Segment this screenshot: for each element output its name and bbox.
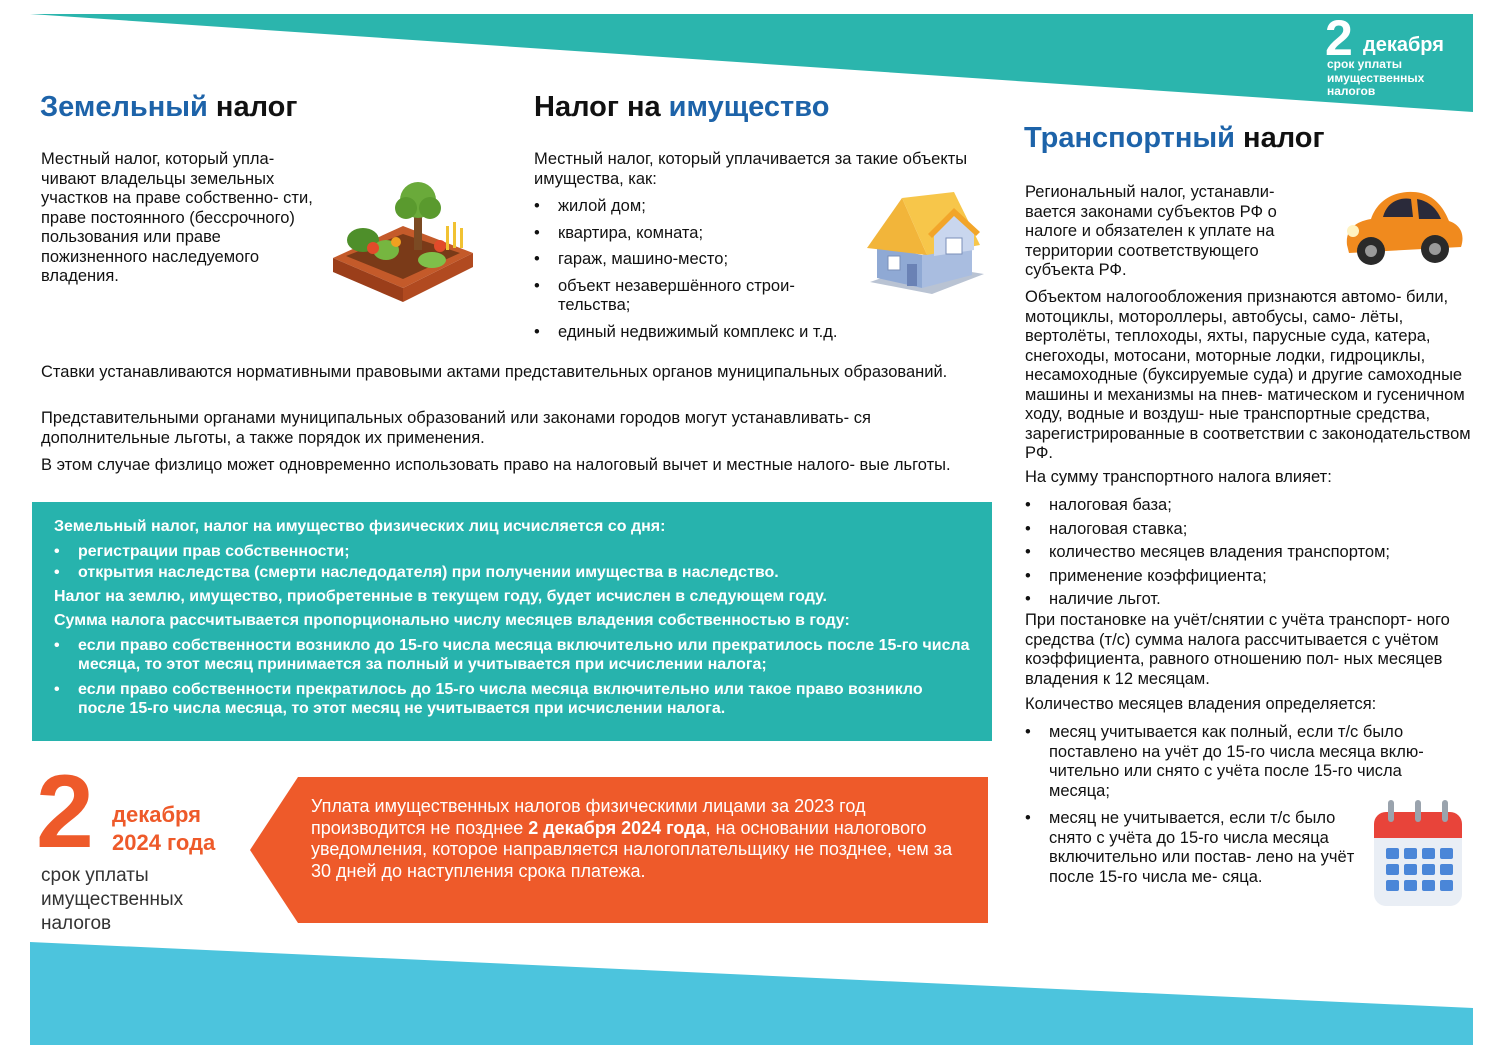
- list-item: • месяц учитывается как полный, если т/с было поставлено на учёт до 15-го числа месяца вклю- чительно или снято с учёта после 15-го числа месяца;: [1025, 723, 1455, 801]
- deadline-text: Уплата имущественных налогов физическими лицами за 2023 год производится не позднее 2 декабря 2024 года, на основании налогового уведомления, которое направляется налогоплательщику не позднее, чем за 30 дней до наступления срока платежа.: [311, 796, 953, 881]
- box-list-months: [54, 636, 974, 718]
- deadline-number: 2: [36, 754, 94, 870]
- transport-intro: Региональный налог, устанавли- вается законами субъектов РФ о налоге и обязателен к уплате на территории соответствующего субъекта РФ.: [1025, 183, 1277, 279]
- box-list-start: [54, 542, 974, 582]
- box-paragraph: Налог на землю, имущество, приобретенные в текущем году, будет исчислен в следующем году.: [54, 588, 827, 605]
- land-tax-text: Местный налог, который упла- чивают владельцы земельных участков на праве собственно- сти, праве постоянного (бессрочного) пользования или праве пожизненного наследуемого владения.: [41, 150, 313, 285]
- box-heading: Земельный налог, налог на имущество физических лиц исчисляется со дня:: [54, 518, 666, 535]
- deduction-paragraph: В этом случае физлицо может одновременно использовать право на налоговый вычет и местные налого- вые льготы.: [41, 456, 951, 474]
- list-item: • налоговая ставка;: [1025, 520, 1480, 540]
- box-paragraph: Сумма налога рассчитывается пропорционально числу месяцев владения собственностью в году:: [54, 612, 850, 629]
- calendar-icon: [1368, 796, 1468, 912]
- badge-number: 2: [1325, 10, 1353, 66]
- deadline-month: декабря: [112, 802, 202, 827]
- list-item: • если право собственности возникло до 15-го числа месяца включительно или прекратилось после 15-го числа месяца, то этот месяц принимается за полный и учитывается при исчислении налога;: [54, 636, 974, 674]
- deadline-year: 2024 года: [112, 830, 216, 855]
- transport-coefficient-paragraph: При постановке на учёт/снятии с учёта транспорт- ного средства (т/с) сумма налога рассчитывается с учётом коэффициента, равного отношению пол- ных месяцев владения к 12 месяцам.: [1025, 611, 1450, 688]
- transport-months-heading: Количество месяцев владения определяется:: [1025, 695, 1377, 713]
- calculation-info-box: [32, 502, 992, 741]
- list-item: • единый недвижимый комплекс и т.д.: [534, 323, 874, 343]
- deadline-badge: [1325, 10, 1475, 101]
- list-item: • регистрации прав собственности;: [54, 542, 974, 561]
- property-tax-title: Налог на имущество: [534, 91, 830, 123]
- list-item: • месяц не учитывается, если т/с было снято с учёта до 15-го числа месяца включительно или постав- лено на учёт после 15-го числа ме- сяца.: [1025, 809, 1359, 887]
- list-item: • жилой дом;: [534, 197, 874, 217]
- list-item: • применение коэффициента;: [1025, 567, 1480, 587]
- list-item: • если право собственности прекратилось до 15-го числа месяца включительно или такое право возникло после 15-го числа месяца, то этот месяц не учитывается при исчислении налога.: [54, 680, 974, 718]
- list-item: • наличие льгот.: [1025, 590, 1480, 610]
- transport-factors-list: [1025, 496, 1480, 610]
- list-item: • гараж, машино-место;: [534, 250, 874, 270]
- property-object-list: [534, 197, 874, 342]
- list-item: • открытия наследства (смерти наследодателя) при получении имущества в наследство.: [54, 563, 974, 582]
- property-tax-intro: Местный налог, который уплачивается за такие объекты имущества, как:: [534, 150, 968, 188]
- rates-paragraph: Ставки устанавливаются нормативными правовыми актами представительных органов муниципальных образований.: [41, 363, 948, 381]
- car-icon: [1337, 183, 1467, 275]
- list-item: • налоговая база;: [1025, 496, 1480, 516]
- transport-factors-heading: На сумму транспортного налога влияет:: [1025, 468, 1332, 486]
- list-item: • количество месяцев владения транспортом;: [1025, 543, 1480, 563]
- house-icon: [862, 190, 992, 300]
- badge-line: имущественных: [1327, 70, 1425, 85]
- benefits-paragraph: Представительными органами муниципальных образований или законами городов могут устанавливать- ся дополнительные льготы, а также порядок их применения.: [41, 409, 871, 447]
- badge-line: срок уплаты: [1327, 57, 1403, 71]
- badge-line: налогов: [1327, 84, 1376, 98]
- transport-tax-title: Транспортный налог: [1024, 122, 1325, 154]
- list-item: • объект незавершённого строи- тельства;: [534, 277, 828, 316]
- transport-objects-paragraph: Объектом налогообложения признаются автомо- били, мотоциклы, мотороллеры, автобусы, само- лёты, вертолёты, теплоходы, яхты, парусные суда, катера, снегоходы, мотосани, моторные лодки, гидроциклы, несамоходные (буксируемые суда) и другие самоходные машины и механизмы на пнев- матическом и гусеничном ходу, водные и воздуш- ные транспортные средства, зарегистрированные в соответствии с законодательством РФ.: [1025, 288, 1471, 462]
- list-item: • квартира, комната;: [534, 224, 874, 244]
- land-tax-title: Земельный налог: [40, 91, 298, 123]
- badge-month: декабря: [1363, 34, 1444, 56]
- garden-bed-icon: [328, 178, 478, 306]
- deadline-label: срок уплаты имущественных налогов: [41, 865, 184, 934]
